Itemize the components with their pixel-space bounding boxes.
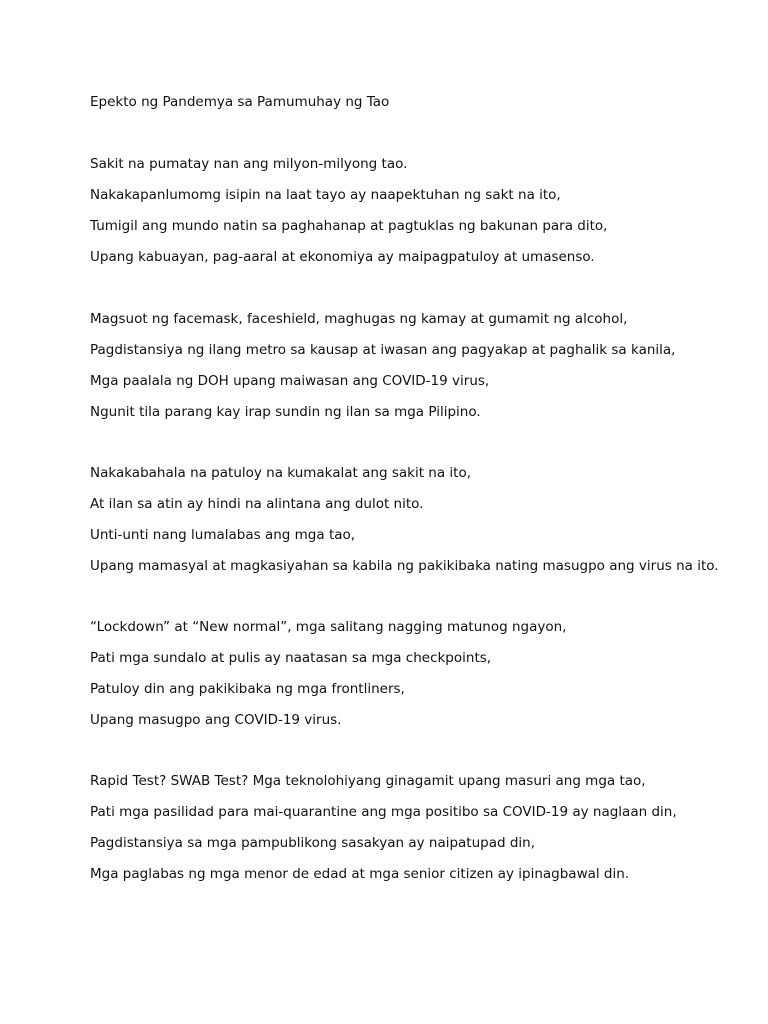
document-title: Epekto ng Pandemya sa Pamumuhay ng Tao	[90, 94, 390, 110]
verse-line: “Lockdown” at “New normal”, mga salitang nagging matunog ngayon,	[90, 619, 567, 635]
verse-line: Mga paglabas ng mga menor de edad at mga senior citizen ay ipinagbawal din.	[90, 866, 630, 882]
stanza-5	[90, 771, 750, 895]
verse-line: Pati mga sundalo at pulis ay naatasan sa mga checkpoints,	[90, 650, 492, 666]
stanza-3	[90, 463, 750, 587]
verse-line: Magsuot ng facemask, faceshield, maghugas ng kamay at gumamit ng alcohol,	[90, 311, 628, 327]
verse-line: At ilan sa atin ay hindi na alintana ang dulot nito.	[90, 496, 424, 512]
verse-line: Nakakapanlumomg isipin na laat tayo ay naapektuhan ng sakt na ito,	[90, 187, 561, 203]
verse-line: Pati mga pasilidad para mai-quarantine ang mga positibo sa COVID-19 ay naglaan din,	[90, 804, 677, 820]
verse-line: Pagdistansiya sa mga pampublikong sasakyan ay naipatupad din,	[90, 835, 536, 851]
verse-line: Pagdistansiya ng ilang metro sa kausap at iwasan ang pagyakap at paghalik sa kanila,	[90, 342, 676, 358]
verse-line: Patuloy din ang pakikibaka ng mga frontliners,	[90, 681, 405, 697]
verse-line: Tumigil ang mundo natin sa paghahanap at pagtuklas ng bakunan para dito,	[90, 218, 608, 234]
verse-line: Rapid Test? SWAB Test? Mga teknolohiyang ginagamit upang masuri ang mga tao,	[90, 773, 646, 789]
verse-line: Unti-unti nang lumalabas ang mga tao,	[90, 527, 356, 543]
verse-line: Mga paalala ng DOH upang maiwasan ang COVID-19 virus,	[90, 373, 490, 389]
verse-line: Nakakabahala na patuloy na kumakalat ang sakit na ito,	[90, 465, 471, 481]
verse-line: Sakit na pumatay nan ang milyon-milyong tao.	[90, 156, 408, 172]
stanza-4	[90, 617, 750, 741]
stanza-1	[90, 154, 750, 278]
verse-line: Upang mamasyal at magkasiyahan sa kabila ng pakikibaka nating masugpo ang virus na ito.	[90, 558, 719, 574]
stanza-2	[90, 309, 750, 433]
verse-line: Upang masugpo ang COVID-19 virus.	[90, 712, 342, 728]
verse-line: Upang kabuayan, pag-aaral at ekonomiya ay maipagpatuloy at umasenso.	[90, 249, 595, 265]
verse-line: Ngunit tila parang kay irap sundin ng ilan sa mga Pilipino.	[90, 404, 481, 420]
